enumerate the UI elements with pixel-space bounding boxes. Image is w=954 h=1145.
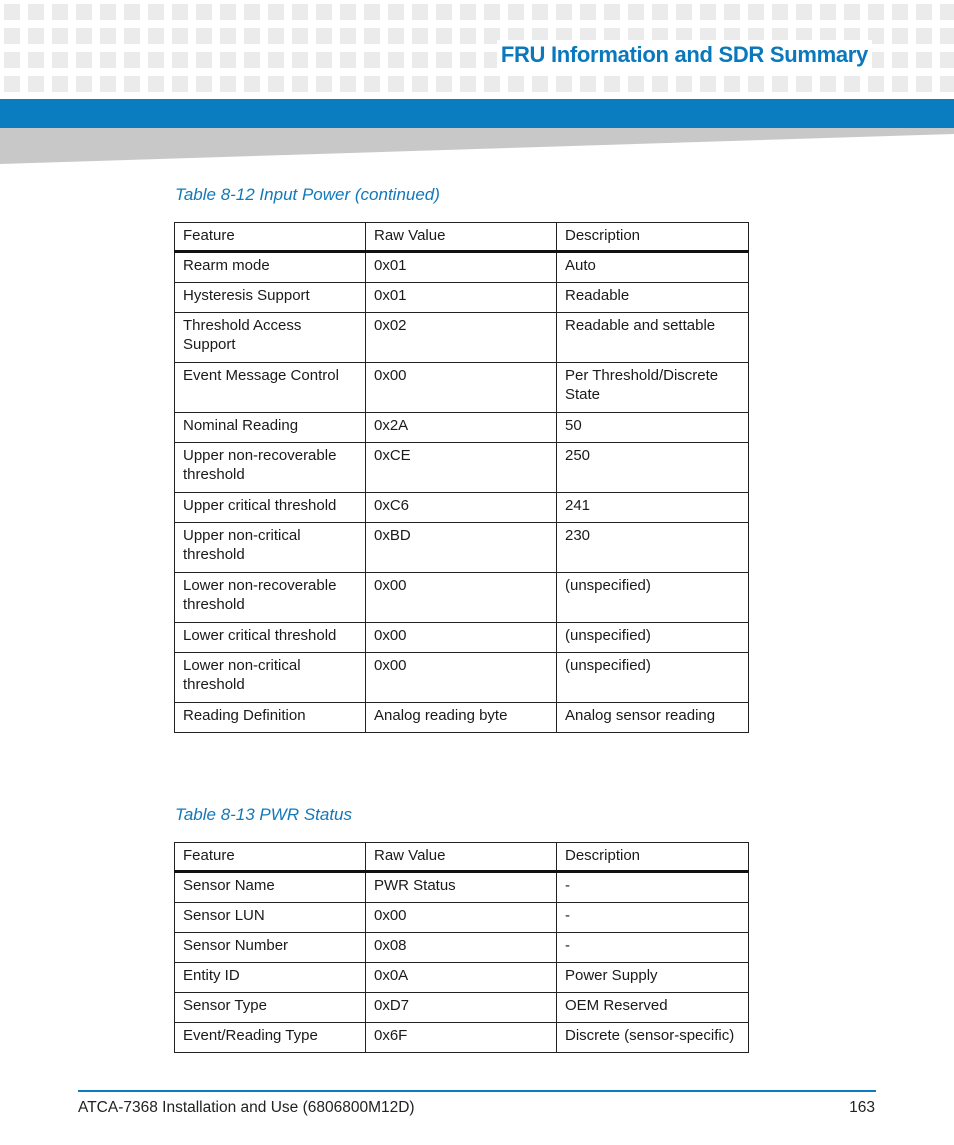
header-pattern-tile <box>844 4 860 20</box>
header-pattern-tile <box>460 28 476 44</box>
header-pattern-tile <box>76 52 92 68</box>
table-row <box>175 312 749 362</box>
header-pattern-tile <box>436 76 452 92</box>
header-pattern-tile <box>388 76 404 92</box>
header-pattern-tile <box>316 4 332 20</box>
header-pattern-tile <box>556 76 572 92</box>
header-pattern-tile <box>220 76 236 92</box>
header-pattern-tile <box>148 76 164 92</box>
header-pattern-tile <box>268 28 284 44</box>
header-pattern-tile <box>196 52 212 68</box>
raw-value-cell: 0x01 <box>366 282 557 312</box>
header-pattern-tile <box>412 76 428 92</box>
header-pattern-tile <box>52 52 68 68</box>
header-pattern-tile <box>268 76 284 92</box>
description-cell: (unspecified) <box>557 622 749 652</box>
header-pattern-tile <box>628 4 644 20</box>
table-row <box>175 572 749 622</box>
raw-value-cell: 0x0A <box>366 962 557 992</box>
header-pattern-tile <box>244 76 260 92</box>
header-pattern-tile <box>340 52 356 68</box>
header-pattern-tile <box>940 52 954 68</box>
header-pattern-tile <box>292 52 308 68</box>
column-header-description: Description <box>557 843 749 872</box>
header-wedge <box>0 128 954 164</box>
header-pattern-tile <box>916 52 932 68</box>
header-pattern-tile <box>676 4 692 20</box>
description-cell: 230 <box>557 522 749 572</box>
table-row <box>175 622 749 652</box>
feature-cell: Reading Definition <box>175 702 366 732</box>
raw-value-cell: 0xCE <box>366 442 557 492</box>
header-pattern-tile <box>676 76 692 92</box>
header-pattern-tile <box>28 4 44 20</box>
header-pattern-tile <box>916 4 932 20</box>
header-pattern-tile <box>436 28 452 44</box>
description-cell: Readable <box>557 282 749 312</box>
header-pattern-tile <box>700 76 716 92</box>
page-section-title: FRU Information and SDR Summary <box>497 40 872 70</box>
description-cell: (unspecified) <box>557 572 749 622</box>
header-pattern-tile <box>436 52 452 68</box>
header-pattern-tile <box>340 28 356 44</box>
raw-value-cell: 0x00 <box>366 572 557 622</box>
footer-rule <box>78 1090 876 1092</box>
header-pattern-tile <box>268 4 284 20</box>
raw-value-cell: 0x6F <box>366 1022 557 1052</box>
header-pattern-tile <box>796 4 812 20</box>
table-row <box>175 522 749 572</box>
feature-cell: Nominal Reading <box>175 412 366 442</box>
description-cell: - <box>557 871 749 902</box>
raw-value-cell: 0xBD <box>366 522 557 572</box>
column-header-feature: Feature <box>175 223 366 252</box>
header-pattern-tile <box>244 28 260 44</box>
feature-cell: Event/Reading Type <box>175 1022 366 1052</box>
table-row <box>175 702 749 732</box>
table-row <box>175 962 749 992</box>
table-row <box>175 412 749 442</box>
header-pattern-tile <box>628 76 644 92</box>
column-header-raw-value: Raw Value <box>366 843 557 872</box>
header-pattern-tile <box>892 4 908 20</box>
description-cell: Analog sensor reading <box>557 702 749 732</box>
header-pattern-tile <box>460 4 476 20</box>
header-pattern-tile <box>340 76 356 92</box>
column-header-description: Description <box>557 223 749 252</box>
table-row <box>175 1022 749 1052</box>
feature-cell: Rearm mode <box>175 251 366 282</box>
table-caption: Table 8-12 Input Power (continued) <box>175 185 440 204</box>
description-cell: Discrete (sensor-specific) <box>557 1022 749 1052</box>
header-pattern-tile <box>124 4 140 20</box>
header-pattern-tile <box>508 4 524 20</box>
header-pattern-tile <box>748 4 764 20</box>
header-pattern-tile <box>196 4 212 20</box>
page-number: 163 <box>849 1099 875 1116</box>
header-pattern-tile <box>148 28 164 44</box>
header-pattern-tile <box>316 76 332 92</box>
header-pattern-tile <box>268 52 284 68</box>
header-pattern-tile <box>124 52 140 68</box>
header-pattern-tile <box>412 28 428 44</box>
header-pattern-tile <box>844 76 860 92</box>
description-cell: OEM Reserved <box>557 992 749 1022</box>
header-pattern-tile <box>4 28 20 44</box>
raw-value-cell: 0x01 <box>366 251 557 282</box>
header-pattern-tile <box>868 76 884 92</box>
header-pattern-tile <box>652 76 668 92</box>
header-band <box>0 99 954 128</box>
feature-cell: Sensor LUN <box>175 902 366 932</box>
header-pattern-tile <box>220 28 236 44</box>
header-pattern-tile <box>100 52 116 68</box>
header-pattern-tile <box>364 28 380 44</box>
raw-value-cell: 0x00 <box>366 902 557 932</box>
feature-cell: Upper non-critical threshold <box>175 522 366 572</box>
header-pattern-tile <box>316 52 332 68</box>
header-pattern-tile <box>724 4 740 20</box>
header-pattern-tile <box>52 76 68 92</box>
header-pattern-tile <box>340 4 356 20</box>
header-pattern-tile <box>4 52 20 68</box>
header-pattern-tile <box>484 76 500 92</box>
header-pattern-tile <box>100 28 116 44</box>
table-row <box>175 652 749 702</box>
header-pattern-tile <box>364 52 380 68</box>
feature-cell: Lower critical threshold <box>175 622 366 652</box>
header-pattern-tile <box>196 28 212 44</box>
raw-value-cell: 0x00 <box>366 622 557 652</box>
header-pattern-tile <box>220 52 236 68</box>
pwr-status-table <box>174 842 749 1053</box>
feature-cell: Sensor Name <box>175 871 366 902</box>
header-pattern-tile <box>604 76 620 92</box>
raw-value-cell: 0x00 <box>366 652 557 702</box>
feature-cell: Sensor Type <box>175 992 366 1022</box>
table-row <box>175 442 749 492</box>
header-pattern-tile <box>460 76 476 92</box>
table-row <box>175 282 749 312</box>
header-pattern-tile <box>28 28 44 44</box>
raw-value-cell: 0xC6 <box>366 492 557 522</box>
description-cell: Readable and settable <box>557 312 749 362</box>
header-pattern-tile <box>4 4 20 20</box>
table-row <box>175 902 749 932</box>
header-pattern-tile <box>460 52 476 68</box>
feature-cell: Threshold Access Support <box>175 312 366 362</box>
feature-cell: Upper critical threshold <box>175 492 366 522</box>
header-pattern-tile <box>820 4 836 20</box>
header-pattern-tile <box>820 76 836 92</box>
header-pattern-tile <box>52 4 68 20</box>
header-pattern-tile <box>484 4 500 20</box>
raw-value-cell: 0x2A <box>366 412 557 442</box>
raw-value-cell: 0xD7 <box>366 992 557 1022</box>
description-cell: 250 <box>557 442 749 492</box>
header-pattern-tile <box>412 4 428 20</box>
column-header-feature: Feature <box>175 843 366 872</box>
feature-cell: Lower non-recoverable threshold <box>175 572 366 622</box>
header-pattern-tile <box>172 4 188 20</box>
header-pattern-tile <box>244 52 260 68</box>
header-pattern-tile <box>892 52 908 68</box>
header-pattern-tile <box>364 76 380 92</box>
header-pattern-tile <box>724 76 740 92</box>
raw-value-cell: 0x08 <box>366 932 557 962</box>
description-cell: (unspecified) <box>557 652 749 702</box>
header-pattern-tile <box>892 76 908 92</box>
feature-cell: Upper non-recoverable threshold <box>175 442 366 492</box>
header-pattern-tile <box>292 28 308 44</box>
feature-cell: Entity ID <box>175 962 366 992</box>
header-pattern-tile <box>388 28 404 44</box>
header-pattern-tile <box>148 4 164 20</box>
description-cell: 241 <box>557 492 749 522</box>
header-pattern-tile <box>292 4 308 20</box>
header-pattern-tile <box>244 4 260 20</box>
header-pattern-tile <box>916 76 932 92</box>
header-pattern-tile <box>364 4 380 20</box>
header-pattern-tile <box>124 76 140 92</box>
description-cell: - <box>557 932 749 962</box>
header-pattern-tile <box>172 28 188 44</box>
header-pattern-tile <box>580 4 596 20</box>
header-pattern-tile <box>868 4 884 20</box>
header-pattern-tile <box>772 76 788 92</box>
header-pattern-tile <box>772 4 788 20</box>
feature-cell: Hysteresis Support <box>175 282 366 312</box>
header-pattern-tile <box>652 4 668 20</box>
header-pattern-tile <box>940 28 954 44</box>
header-pattern-tile <box>28 52 44 68</box>
raw-value-cell: 0x00 <box>366 362 557 412</box>
raw-value-cell: 0x02 <box>366 312 557 362</box>
footer-document-title: ATCA-7368 Installation and Use (6806800M12D) <box>78 1099 415 1116</box>
header-pattern-tile <box>580 76 596 92</box>
table-row <box>175 932 749 962</box>
description-cell: Per Threshold/Discrete State <box>557 362 749 412</box>
header-pattern-tile <box>172 52 188 68</box>
header-pattern-tile <box>700 4 716 20</box>
header-pattern-tile <box>148 52 164 68</box>
header-pattern-tile <box>748 76 764 92</box>
header-pattern-tile <box>292 76 308 92</box>
raw-value-cell: Analog reading byte <box>366 702 557 732</box>
header-pattern-tile <box>532 4 548 20</box>
header-pattern-tile <box>76 28 92 44</box>
description-cell: - <box>557 902 749 932</box>
header-pattern-tile <box>940 76 954 92</box>
header-pattern-tile <box>76 76 92 92</box>
header-pattern-tile <box>940 4 954 20</box>
header-pattern-tile <box>532 76 548 92</box>
table-row <box>175 871 749 902</box>
table-row <box>175 992 749 1022</box>
header-pattern-tile <box>388 52 404 68</box>
header-pattern-tile <box>436 4 452 20</box>
header-pattern-tile <box>892 28 908 44</box>
header-pattern-tile <box>28 76 44 92</box>
input-power-table <box>174 222 749 733</box>
header-pattern-tile <box>172 76 188 92</box>
header-pattern-tile <box>4 76 20 92</box>
description-cell: Auto <box>557 251 749 282</box>
table-row <box>175 492 749 522</box>
header-pattern-tile <box>556 4 572 20</box>
header-pattern-tile <box>916 28 932 44</box>
raw-value-cell: PWR Status <box>366 871 557 902</box>
feature-cell: Sensor Number <box>175 932 366 962</box>
header-pattern-tile <box>796 76 812 92</box>
header-pattern-tile <box>124 28 140 44</box>
feature-cell: Event Message Control <box>175 362 366 412</box>
header-pattern-tile <box>388 4 404 20</box>
header-pattern-tile <box>220 4 236 20</box>
header-pattern-tile <box>604 4 620 20</box>
header-pattern-tile <box>316 28 332 44</box>
header-pattern-tile <box>196 76 212 92</box>
header-pattern-tile <box>508 76 524 92</box>
header-pattern-tile <box>412 52 428 68</box>
header-pattern-tile <box>76 4 92 20</box>
table-row <box>175 251 749 282</box>
header-pattern-tile <box>100 76 116 92</box>
feature-cell: Lower non-critical threshold <box>175 652 366 702</box>
table-row <box>175 362 749 412</box>
header-pattern-tile <box>52 28 68 44</box>
column-header-raw-value: Raw Value <box>366 223 557 252</box>
table-caption: Table 8-13 PWR Status <box>175 805 353 824</box>
description-cell: 50 <box>557 412 749 442</box>
header-pattern-tile <box>100 4 116 20</box>
description-cell: Power Supply <box>557 962 749 992</box>
